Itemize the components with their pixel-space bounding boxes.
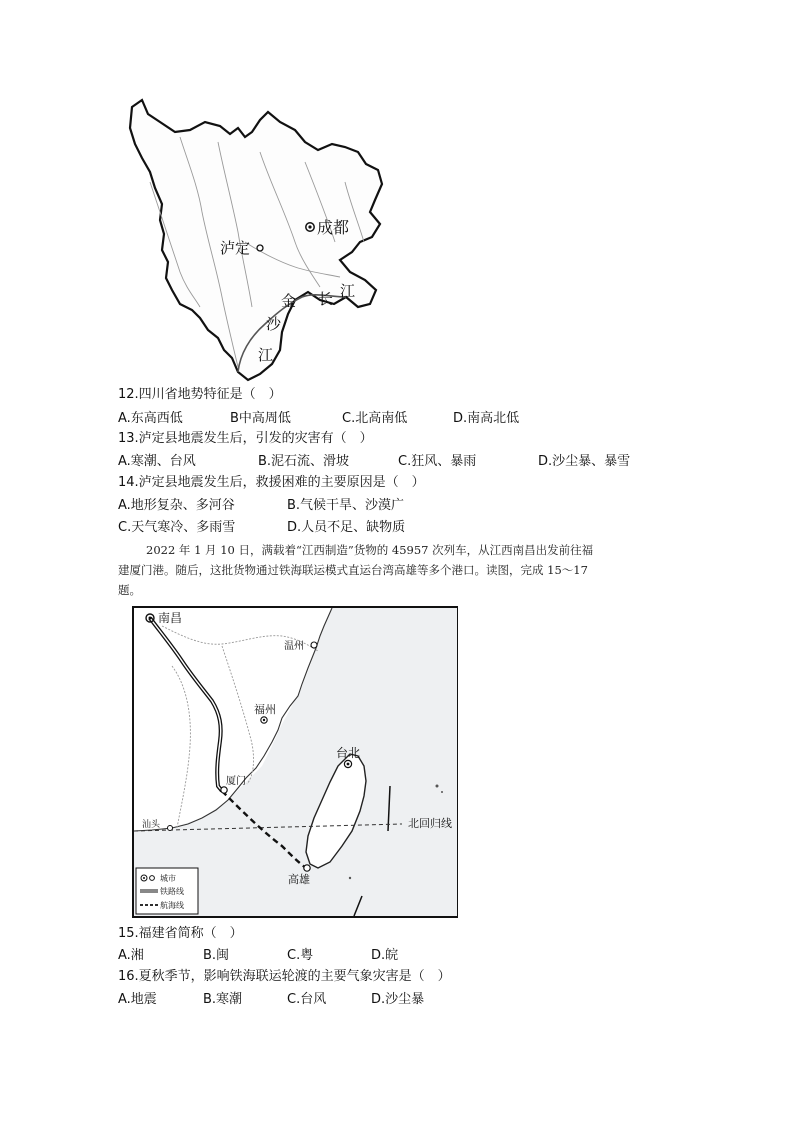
wenzhou-label: 温州 — [284, 641, 304, 652]
q14-option-c: C.天气寒冷、多雨雪 — [118, 520, 236, 535]
passage-line-2: 建厦门港。随后，这批货物通过铁海联运模式直运台湾高雄等多个港口。读图，完成 15～17 — [118, 563, 588, 577]
wenzhou-marker — [311, 642, 317, 648]
q15-stem: 15.福建省简称（ ） — [118, 926, 243, 941]
gaoxiong-marker — [304, 865, 310, 871]
q12-option-d: D.南高北低 — [453, 411, 520, 426]
sichuan-outline — [130, 100, 382, 380]
legend-rail-label: 铁路线 — [160, 887, 184, 896]
map-legend — [136, 868, 198, 914]
taibei-label: 台北 — [336, 746, 361, 760]
river-label-jiang: 江 — [258, 346, 274, 364]
q12-option-a: A.东高西低 — [118, 411, 183, 426]
river-label-jin: 金 — [281, 292, 297, 310]
q13-option-c: C.狂风、暴雨 — [398, 454, 477, 469]
q15-option-d: D.皖 — [371, 948, 399, 963]
q13-option-b: B.泥石流、滑坡 — [258, 454, 350, 469]
q16-option-c: C.台风 — [287, 992, 327, 1007]
q15-option-a: A.湘 — [118, 948, 144, 963]
shantou-label: 汕头 — [142, 820, 161, 830]
river-label-chang: 长 — [318, 290, 334, 308]
q14-stem: 14.泸定县地震发生后，救援困难的主要原因是（ ） — [118, 475, 425, 490]
q14-option-a: A.地形复杂、多河谷 — [118, 498, 235, 513]
chengdu-label: 成都 — [317, 218, 350, 237]
passage-line-1: 2022 年 1 月 10 日，满载着“江西制造”货物的 45957 次列车，从江西南昌出发前往福 — [146, 543, 594, 557]
rail-sea-route-map — [132, 606, 458, 918]
gaoxiong-label: 高雄 — [288, 873, 310, 886]
q15-option-b: B.闽 — [203, 948, 230, 963]
nanchang-label: 南昌 — [158, 611, 183, 625]
q16-option-a: A.地震 — [118, 992, 157, 1007]
q16-option-b: B.寒潮 — [203, 992, 243, 1007]
luding-marker — [257, 245, 263, 251]
sichuan-map — [120, 92, 388, 384]
xiamen-label: 厦门 — [226, 776, 246, 787]
q13-option-d: D.沙尘暴、暴雪 — [538, 454, 631, 469]
river-label-jiang-2: 江 — [340, 282, 356, 300]
q14-option-d: D.人员不足、缺物质 — [287, 520, 406, 535]
q15-option-c: C.粤 — [287, 948, 314, 963]
q12-option-b: B中高周低 — [230, 411, 291, 426]
q16-stem: 16.夏秋季节，影响铁海联运轮渡的主要气象灾害是（ ） — [118, 969, 451, 984]
shantou-marker — [168, 826, 173, 831]
q16-option-d: D.沙尘暴 — [371, 992, 425, 1007]
fuzhou-label: 福州 — [254, 703, 276, 716]
q12-stem: 12.四川省地势特征是（ ） — [118, 387, 282, 402]
q13-option-a: A.寒潮、台风 — [118, 454, 196, 469]
q12-option-c: C.北高南低 — [342, 411, 408, 426]
xiamen-marker — [221, 787, 227, 793]
passage-line-3: 题。 — [118, 583, 141, 597]
q13-stem: 13.泸定县地震发生后，引发的灾害有（ ） — [118, 431, 373, 446]
passage-text — [118, 540, 686, 600]
luding-label: 泸定 — [220, 239, 251, 257]
legend-sea-label: 航海线 — [160, 901, 184, 910]
q14-option-b: B.气候干旱、沙漠广 — [287, 498, 405, 513]
tropic-label: 北回归线 — [408, 817, 452, 830]
legend-city-label: 城市 — [160, 874, 176, 883]
river-label-sha: 沙 — [266, 315, 282, 333]
